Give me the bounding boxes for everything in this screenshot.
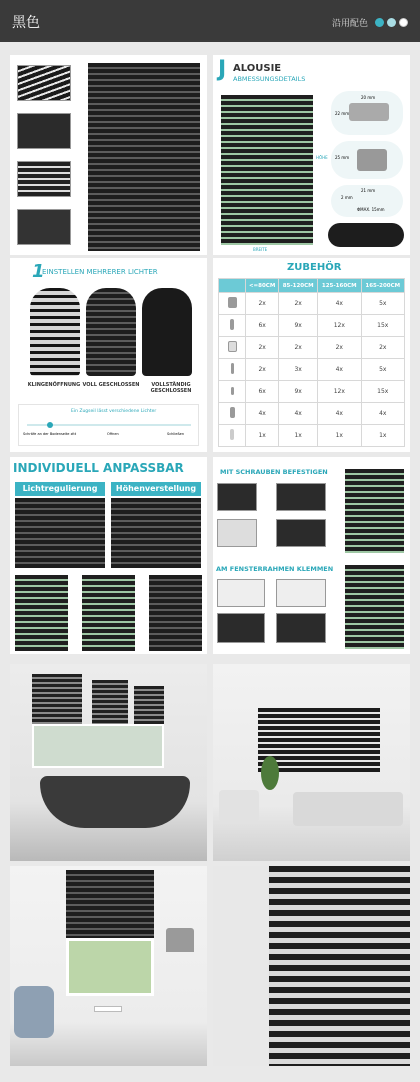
screw-step-4 <box>276 519 326 547</box>
subtitle: ABMESSUNGSDETAILS <box>233 75 306 83</box>
wand-icon <box>230 429 234 440</box>
table-row: 4x 4x 4x 4x <box>219 403 405 425</box>
table-row: 6x 9x 12x 15x <box>219 315 405 337</box>
accessories-title: ZUBEHÖR <box>287 262 342 273</box>
window-example-2 <box>82 575 135 651</box>
bracket-detail-bubble: 25 mm <box>331 141 403 179</box>
slat-detail-bubble: 21 mm 2 mm ΦMAX. 15mm <box>331 185 403 217</box>
light-regulation-image <box>15 498 105 568</box>
plant <box>261 756 279 790</box>
adjustable-panel[interactable] <box>10 457 207 654</box>
cord-detail <box>328 223 404 247</box>
closeup-photo[interactable] <box>213 866 410 1066</box>
bathroom-blind-mid <box>92 680 128 726</box>
mount-screw-icon <box>230 407 235 418</box>
table-header-row: <=80CM 85-120CM 125-160CM 165-200CM <box>219 279 405 293</box>
window-example-1 <box>15 575 68 651</box>
clamp-step-2 <box>276 579 326 607</box>
product-overview-image[interactable] <box>10 55 207 255</box>
clamp-step-1 <box>217 579 265 607</box>
accessories-table <box>218 278 405 447</box>
light-settings-panel[interactable] <box>10 258 207 452</box>
mounting-panel[interactable] <box>213 457 410 654</box>
detail-thumb-1 <box>17 65 71 101</box>
color-swatch-3[interactable] <box>399 18 408 27</box>
screw-icon <box>231 387 234 395</box>
sofa <box>293 792 403 826</box>
screw-step-2 <box>276 483 326 511</box>
table-row: 2x 2x 4x 5x <box>219 293 405 315</box>
fully-closed-image <box>142 288 192 376</box>
dining-room-blind <box>66 870 154 938</box>
half-closed-image <box>86 288 136 376</box>
bracket-icon <box>228 297 237 308</box>
screw-step-1 <box>217 483 257 511</box>
dimension-details-panel[interactable] <box>213 55 410 255</box>
bathroom-blind-right <box>134 686 164 726</box>
bathroom-window <box>32 724 164 768</box>
screw-mount-result <box>345 469 404 553</box>
tab-height-adjustment[interactable]: Höhenverstellung <box>111 482 201 496</box>
accessories-panel[interactable] <box>213 258 410 452</box>
dining-room-photo[interactable] <box>10 866 207 1066</box>
headrail-detail-bubble: 20 mm 22 mm <box>331 91 403 135</box>
title-word: ALOUSIE <box>233 63 282 74</box>
bathroom-photo[interactable] <box>10 664 207 861</box>
label-half-closed: VOLL GESCHLOSSEN <box>82 382 140 388</box>
bathtub <box>40 776 190 828</box>
section-title: EINSTELLEN MEHRERER LICHTER <box>42 268 158 276</box>
window-example-3 <box>149 575 202 651</box>
detail-thumb-3 <box>17 161 71 197</box>
chair <box>14 986 54 1038</box>
detail-thumb-4 <box>17 209 71 245</box>
top-bar <box>0 0 420 42</box>
blind-dimension-photo <box>221 95 313 245</box>
screw-mount-title: MIT SCHRAUBEN BEFESTIGEN <box>220 468 328 476</box>
height-label: HÖHE <box>316 155 328 160</box>
width-label: BREITE <box>253 247 268 252</box>
adjustable-title: INDIVIDUELL ANPASSBAR <box>13 461 184 475</box>
table-row: 1x 1x 1x 1x <box>219 425 405 447</box>
light-slider-box: Ein Zugseil lässt verschiedene Lichter Schräfe an der Bodenseite zitt Offnen Schließen <box>18 404 199 446</box>
table-row: 2x 2x 2x 2x <box>219 337 405 359</box>
clamp-mount-title: AM FENSTERRAHMEN KLEMMEN <box>216 565 334 573</box>
color-swatch-1[interactable] <box>375 18 384 27</box>
clamp-step-4 <box>276 613 326 643</box>
height-adjustment-image <box>111 498 201 568</box>
long-screw-icon <box>231 363 234 374</box>
section-number: 1 <box>32 261 45 282</box>
light-slider-knob[interactable] <box>47 422 53 428</box>
living-room-photo[interactable] <box>213 664 410 861</box>
label-opening: KLINGENÖFFNUNG <box>27 382 81 388</box>
color-swatch-2[interactable] <box>387 18 396 27</box>
dining-window <box>66 938 154 996</box>
black-blind-product <box>88 63 200 251</box>
title-initial: J <box>218 57 227 82</box>
floor-lamp <box>166 928 194 952</box>
clamp-mount-result <box>345 565 404 649</box>
open-slats-image <box>30 288 80 376</box>
closeup-blind <box>269 866 410 1066</box>
clip-icon <box>228 341 237 352</box>
bathroom-blind-left <box>32 674 82 724</box>
table-row: 2x 3x 4x 5x <box>219 359 405 381</box>
screw-step-3 <box>217 519 257 547</box>
detail-thumb-2 <box>17 113 71 149</box>
table-row: 6x 9x 12x 15x <box>219 381 405 403</box>
armchair <box>219 790 259 822</box>
anchor-icon <box>230 319 234 330</box>
side-table <box>94 1006 122 1012</box>
tab-light-regulation[interactable]: Lichtregulierung <box>15 482 105 496</box>
label-fully-closed: VOLLSTÄNDIG GESCHLOSSEN <box>150 382 192 394</box>
clamp-step-3 <box>217 613 265 643</box>
color-title: 黑色 <box>12 15 40 31</box>
use-color-scheme-link[interactable]: 沿用配色 <box>331 19 368 29</box>
